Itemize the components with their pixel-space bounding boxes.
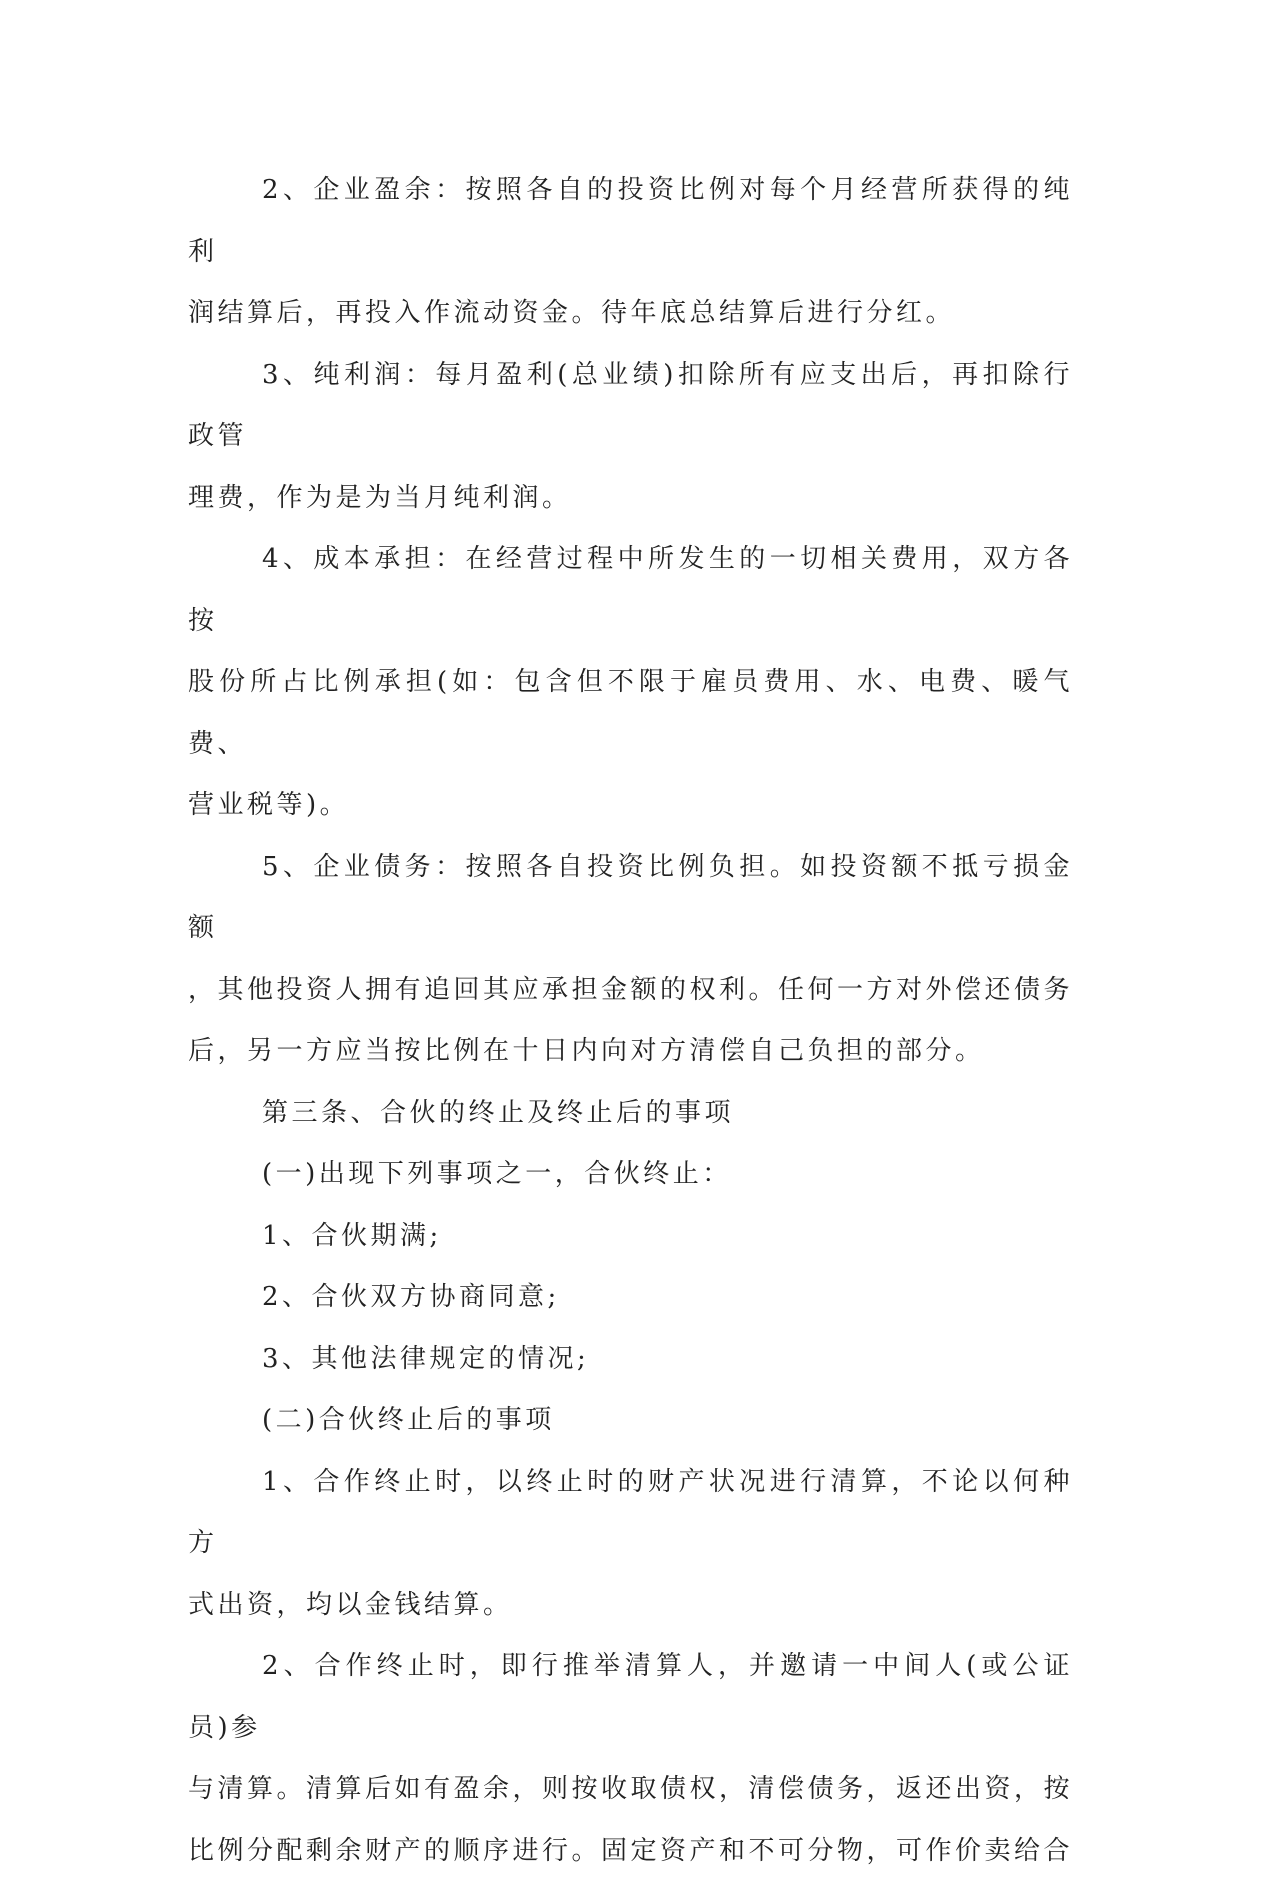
- section-two-heading: (二)合伙终止后的事项: [262, 1405, 555, 1435]
- article-three-heading: 第三条、合伙的终止及终止后的事项: [262, 1097, 735, 1128]
- list-item-mutual-agreement: 2、合伙双方协商同意;: [262, 1282, 560, 1312]
- paragraph-cost-bearing: 4、成本承担：在经营过程中所发生的一切相关费用，双方各按 股份所占比例承担(如：包含但不限于雇员费用、水、电费、暖气费、 营业税等)。: [188, 544, 1073, 820]
- list-item-term-expired: 1、合伙期满;: [262, 1220, 442, 1251]
- document-body: [188, 160, 1073, 1882]
- list-item-legal-provisions: 3、其他法律规定的情况;: [262, 1343, 590, 1374]
- paragraph-liquidation-process: 2、合作终止时，即行推举清算人，并邀请一中间人(或公证员)参 与清算。清算后如有盈余，则按收取债权，清偿债务，返还出资，按 比例分配剩余财产的顺序进行。固定资产和不可分物，可作价卖给合: [188, 1651, 1074, 1866]
- section-one-heading: (一)出现下列事项之一，合伙终止：: [262, 1159, 732, 1189]
- paragraph-debt: 5、企业债务：按照各自投资比例负担。如投资额不抵亏损金额 ，其他投资人拥有追回其应承担金额的权利。任何一方对外偿还债务 后，另一方应当按比例在十日内向对方清偿自己负担的部分。: [188, 851, 1074, 1066]
- paragraph-surplus: 2、企业盈余：按照各自的投资比例对每个月经营所获得的纯利 润结算后，再投入作流动资金。待年底总结算后进行分红。: [188, 175, 1073, 328]
- paragraph-net-profit: 3、纯利润：每月盈利(总业绩)扣除所有应支出后，再扣除行政管 理费，作为是为当月纯利润。: [188, 359, 1073, 513]
- paragraph-liquidation-settlement: 1、合作终止时，以终止时的财产状况进行清算，不论以何种方 式出资，均以金钱结算。: [188, 1466, 1073, 1620]
